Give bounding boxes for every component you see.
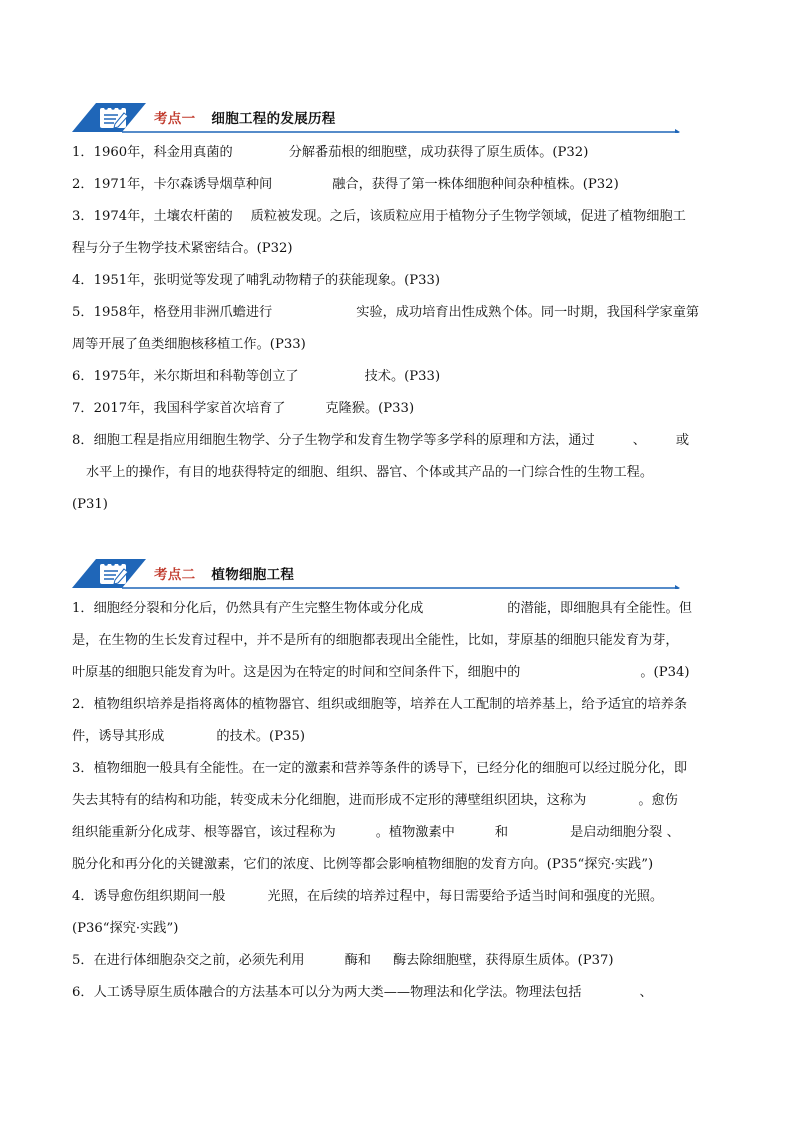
section-1-content — [72, 137, 732, 521]
question-text: (P31) — [72, 497, 108, 512]
section-title — [154, 107, 336, 127]
question-text: 酶和 — [344, 953, 371, 968]
question-line — [72, 297, 732, 329]
question-text: 水平上的操作，有目的地获得特定的细胞、组织、器官、个体或其产品的一门综合性的生物工程。 — [86, 465, 654, 480]
question-line — [72, 593, 732, 625]
question-line — [72, 689, 732, 721]
question-text: 是，在生物的生长发育过程中，并不是所有的细胞都表现出全能性，比如，芽原基的细胞只能发育为芽， — [72, 633, 679, 648]
question-line — [72, 265, 732, 297]
question-text: 脱分化和再分化的关键激素，它们的浓度、比例等都会影响植物细胞的发育方向。(P35“探究·实践”) — [72, 857, 654, 872]
question-line — [72, 721, 732, 753]
question-line — [72, 169, 732, 201]
section-header-2 — [72, 557, 680, 589]
question-text: 件，诱导其形成 — [72, 729, 165, 744]
question-text: 5．在进行体细胞杂交之前，必须先利用 — [72, 953, 305, 968]
question-text: 组织能重新分化成芽、根等器官，该过程称为 — [72, 825, 336, 840]
question-text: 的技术。(P35) — [216, 729, 306, 744]
question-text: 6．人工诱导原生质体融合的方法基本可以分为两大类——物理法和化学法。物理法包括 — [72, 985, 582, 1000]
question-text: 酶去除细胞壁，获得原生质体。(P37) — [392, 953, 614, 968]
question-text: 质粒被发现。之后，该质粒应用于植物分子生物学领域，促进了植物细胞工 — [250, 209, 686, 224]
question-text: 、 — [632, 433, 646, 448]
question-line — [72, 913, 732, 945]
question-line — [72, 945, 732, 977]
question-text: 分解番茄根的细胞壁，成功获得了原生质体。(P32) — [288, 145, 589, 160]
notepad-pencil-icon — [100, 562, 128, 584]
question-text: 2．植物组织培养是指将离体的植物器官、组织或细胞等，培养在人工配制的培养基上，给予适宜的培养条 — [72, 697, 688, 712]
question-item — [72, 753, 732, 881]
question-text: 实验，成功培育出性成熟个体。同一时期，我国科学家童第 — [356, 305, 700, 320]
question-item — [72, 137, 732, 169]
question-line — [72, 977, 732, 1009]
question-text: 克隆猴。(P33) — [325, 401, 415, 416]
question-text: 技术。(P33) — [364, 369, 441, 384]
question-item — [72, 297, 732, 361]
question-text: 3．1974年，土壤农杆菌的 — [72, 209, 233, 224]
question-text: 。植物激素中 — [375, 825, 455, 840]
section-2-content — [72, 593, 732, 1009]
question-text: 4．1951年，张明觉等发现了哺乳动物精子的获能现象。(P33) — [72, 273, 441, 288]
question-text: 1．细胞经分裂和分化后，仍然具有产生完整生物体或分化成 — [72, 601, 424, 616]
section-title — [154, 563, 294, 583]
question-text: 。愈伤 — [638, 793, 678, 808]
question-item — [72, 945, 732, 977]
question-line — [72, 201, 732, 233]
question-text: (P36“探究·实践”) — [72, 921, 179, 936]
notepad-pencil-icon — [100, 106, 128, 128]
question-text: 6．1975年，米尔斯坦和科勒等创立了 — [72, 369, 299, 384]
question-text: 和 — [494, 825, 509, 840]
section-label: 考点一 — [154, 111, 196, 127]
section-name: 植物细胞工程 — [211, 567, 295, 583]
question-text: 是启动细胞分裂 、 — [570, 825, 680, 840]
question-item — [72, 689, 732, 753]
section-label: 考点二 — [154, 567, 196, 583]
question-item — [72, 265, 732, 297]
question-text: 叶原基的细胞只能发育为叶。这是因为在特定的时间和空间条件下，细胞中的 — [72, 665, 521, 680]
question-line — [72, 785, 732, 817]
question-text: 5．1958年，格登用非洲爪蟾进行 — [72, 305, 273, 320]
question-text: 的潜能，即细胞具有全能性。但 — [507, 601, 692, 616]
section-header-1 — [72, 101, 680, 133]
question-line — [72, 753, 732, 785]
question-text: 8．细胞工程是指应用细胞生物学、分子生物学和发育生物学等多学科的原理和方法，通过 — [72, 433, 595, 448]
section-name: 细胞工程的发展历程 — [211, 111, 336, 127]
question-line — [72, 489, 732, 521]
question-text: 周等开展了鱼类细胞核移植工作。(P33) — [72, 337, 306, 352]
question-text: 、 — [639, 985, 653, 1000]
question-text: 光照，在后续的培养过程中，每日需要给予适当时间和强度的光照。 — [267, 889, 664, 904]
question-line — [72, 625, 732, 657]
question-text: 1．1960年，科金用真菌的 — [72, 145, 233, 160]
question-line — [72, 657, 732, 689]
question-line — [72, 817, 732, 849]
question-line — [72, 233, 732, 265]
question-line — [72, 849, 732, 881]
question-line — [72, 457, 732, 489]
question-item — [72, 169, 732, 201]
question-text: 融合，获得了第一株体细胞种间杂种植株。(P32) — [332, 177, 619, 192]
question-text: 程与分子生物学技术紧密结合。(P32) — [72, 241, 293, 256]
question-text: 4．诱导愈伤组织期间一般 — [72, 889, 226, 904]
question-text: 。(P34) — [640, 665, 690, 680]
question-item — [72, 593, 732, 689]
question-item — [72, 425, 732, 521]
question-item — [72, 361, 732, 393]
question-text: 3．植物细胞一般具有全能性。在一定的激素和营养等条件的诱导下，已经分化的细胞可以经过脱分化，即 — [72, 761, 688, 776]
question-text: 2．1971年，卡尔森诱导烟草种间 — [72, 177, 273, 192]
question-text: 7．2017年，我国科学家首次培育了 — [72, 401, 286, 416]
question-line — [72, 881, 732, 913]
question-item — [72, 393, 732, 425]
question-line — [72, 137, 732, 169]
question-text: 失去其特有的结构和功能，转变成未分化细胞，进而形成不定形的薄壁组织团块，这称为 — [72, 793, 587, 808]
question-line — [72, 425, 732, 457]
question-line — [72, 361, 732, 393]
question-item — [72, 977, 732, 1009]
question-text: 或 — [675, 433, 690, 448]
question-line — [72, 393, 732, 425]
question-item — [72, 881, 732, 945]
question-line — [72, 329, 732, 361]
question-item — [72, 201, 732, 265]
